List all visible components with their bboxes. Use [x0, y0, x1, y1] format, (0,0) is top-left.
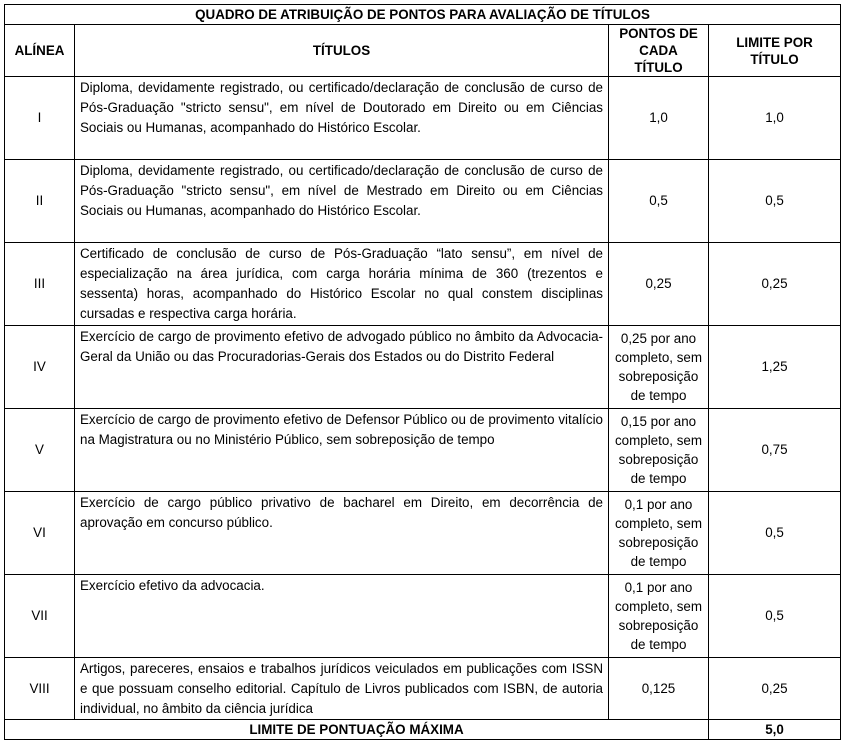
- header-pontos: PONTOS DE CADA TÍTULO: [609, 25, 709, 77]
- table-row: [5, 77, 841, 160]
- header-limite: LIMITE POR TÍTULO: [709, 25, 841, 77]
- row-alinea: II: [5, 160, 75, 243]
- row-alinea: I: [5, 77, 75, 160]
- row-limite: 1,25: [709, 326, 841, 409]
- row-titulo: Exercício de cargo de provimento efetivo de Defensor Público ou de provimento vitalício na Magistratura ou no Ministério Público, sem sobreposição de tempo: [75, 409, 609, 492]
- table-row: [5, 658, 841, 720]
- row-alinea: VI: [5, 492, 75, 575]
- titles-score-table: [4, 4, 841, 740]
- table-row: [5, 409, 841, 492]
- row-pontos: 0,1 por ano completo, sem sobreposição de tempo: [609, 492, 709, 575]
- row-limite: 0,25: [709, 658, 841, 720]
- row-alinea: VII: [5, 575, 75, 658]
- row-pontos: 0,1 por ano completo, sem sobreposição de tempo: [609, 575, 709, 658]
- row-pontos: 0,5: [609, 160, 709, 243]
- row-pontos: 0,25: [609, 243, 709, 326]
- row-pontos: 0,125: [609, 658, 709, 720]
- row-titulo: Certificado de conclusão de curso de Pós-Graduação “lato sensu”, em nível de especialização na área jurídica, com carga horária mínima de 360 (trezentos e sessenta) horas, acompanhado do Histórico Escolar no qual constem disciplinas cursadas e respectiva carga horária.: [75, 243, 609, 326]
- table-row: [5, 160, 841, 243]
- table-caption: QUADRO DE ATRIBUIÇÃO DE PONTOS PARA AVALIAÇÃO DE TÍTULOS: [5, 5, 841, 25]
- row-titulo: Exercício efetivo da advocacia.: [75, 575, 609, 658]
- row-limite: 0,5: [709, 575, 841, 658]
- row-pontos: 1,0: [609, 77, 709, 160]
- header-alinea: ALÍNEA: [5, 25, 75, 77]
- row-alinea: V: [5, 409, 75, 492]
- row-pontos: 0,15 por ano completo, sem sobreposição de tempo: [609, 409, 709, 492]
- table-header-row: [5, 25, 841, 77]
- row-pontos: 0,25 por ano completo, sem sobreposição de tempo: [609, 326, 709, 409]
- row-alinea: VIII: [5, 658, 75, 720]
- header-titulos: TÍTULOS: [75, 25, 609, 77]
- row-titulo: Diploma, devidamente registrado, ou certificado/declaração de conclusão de curso de Pós-Graduação "stricto sensu", em nível de Mestrado em Direito ou em Ciências Sociais ou Humanas, acompanhado do Histórico Escolar.: [75, 160, 609, 243]
- row-limite: 0,75: [709, 409, 841, 492]
- row-titulo: Exercício de cargo público privativo de bacharel em Direito, em decorrência de aprovação em concurso público.: [75, 492, 609, 575]
- table-row: [5, 492, 841, 575]
- footer-value: 5,0: [709, 720, 841, 740]
- row-alinea: IV: [5, 326, 75, 409]
- row-limite: 0,25: [709, 243, 841, 326]
- row-limite: 1,0: [709, 77, 841, 160]
- table-footer-row: [5, 720, 841, 740]
- table-caption-row: [5, 5, 841, 25]
- row-titulo: Exercício de cargo de provimento efetivo de advogado público no âmbito da Advocacia-Geral da União ou das Procuradorias-Gerais dos Estados ou do Distrito Federal: [75, 326, 609, 409]
- row-titulo: Artigos, pareceres, ensaios e trabalhos jurídicos veiculados em publicações com ISSN e que possuam conselho editorial. Capítulo de Livros publicados com ISBN, de autoria individual, no âmbito da ciência jurídica: [75, 658, 609, 720]
- row-limite: 0,5: [709, 492, 841, 575]
- table-row: [5, 326, 841, 409]
- table-row: [5, 243, 841, 326]
- row-limite: 0,5: [709, 160, 841, 243]
- row-alinea: III: [5, 243, 75, 326]
- row-titulo: Diploma, devidamente registrado, ou certificado/declaração de conclusão de curso de Pós-Graduação "stricto sensu", em nível de Doutorado em Direito ou em Ciências Sociais ou Humanas, acompanhado do Histórico Escolar.: [75, 77, 609, 160]
- table-row: [5, 575, 841, 658]
- footer-label: LIMITE DE PONTUAÇÃO MÁXIMA: [5, 720, 709, 740]
